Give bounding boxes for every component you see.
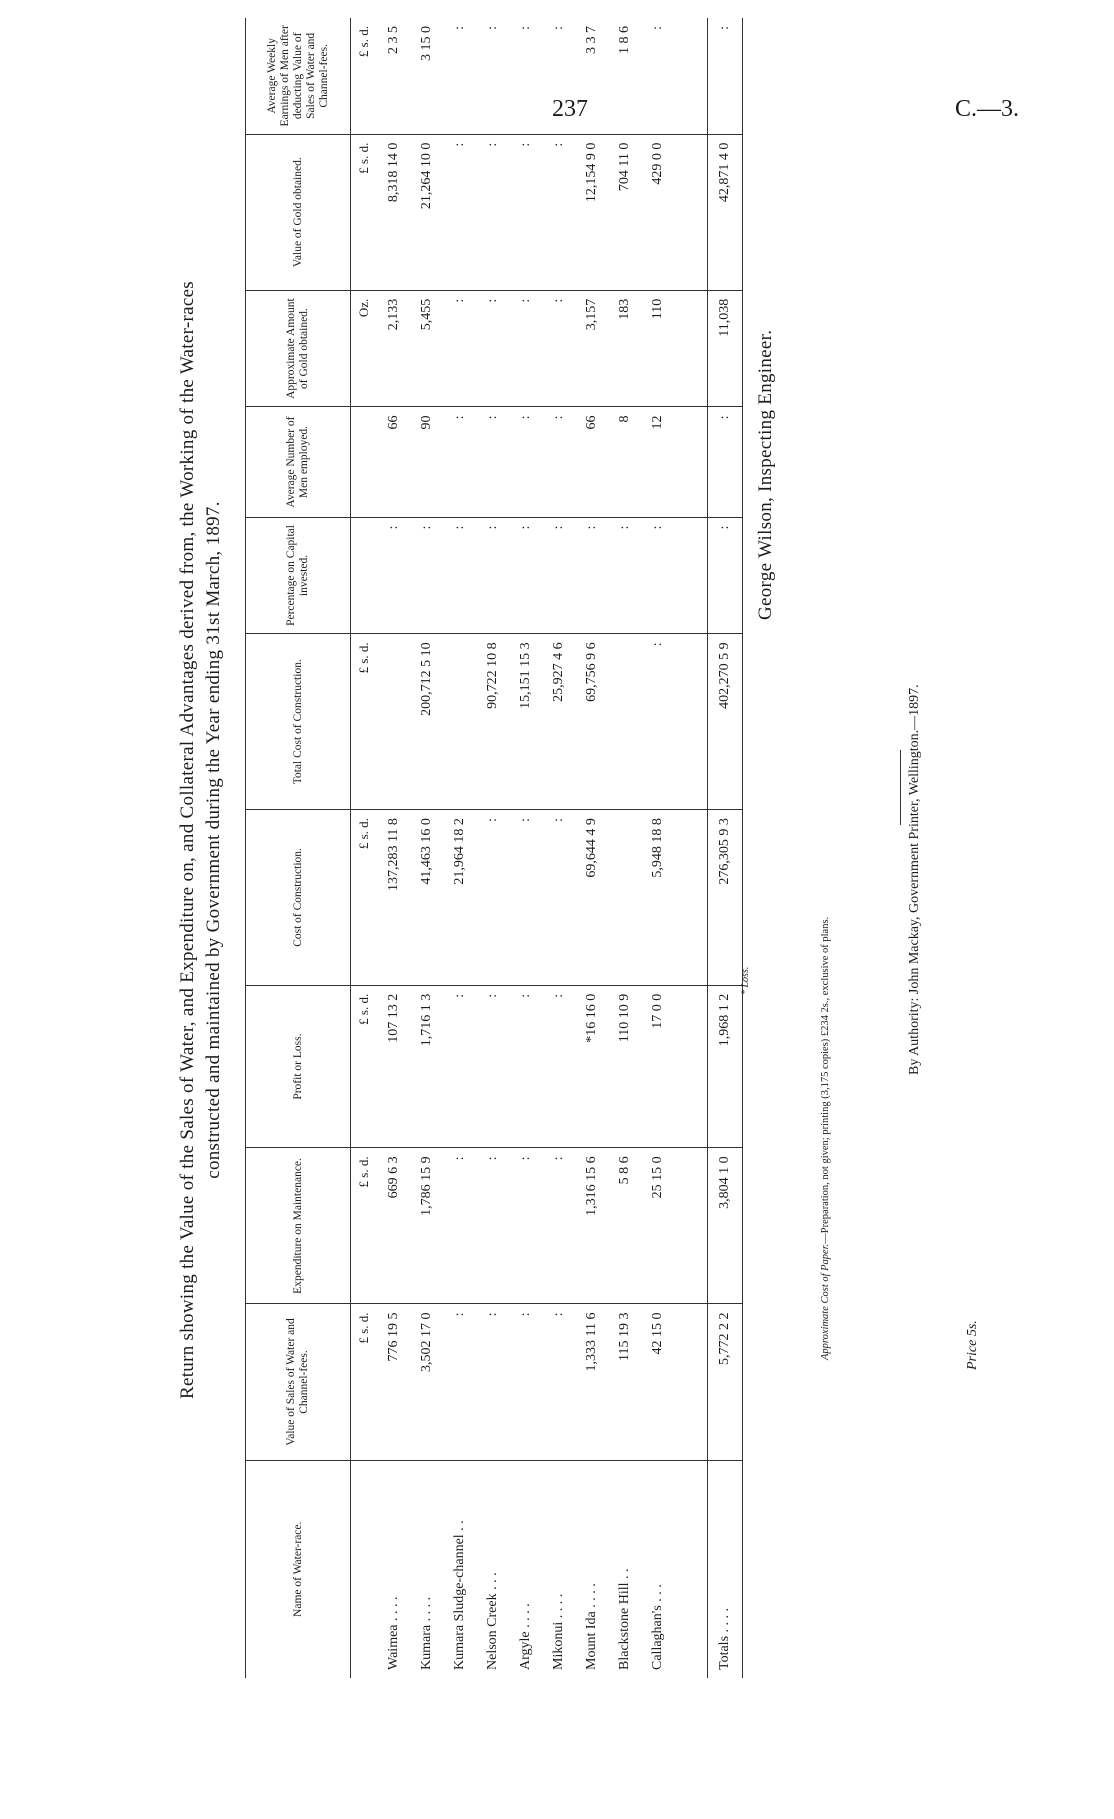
table-cell: 12,154 9 0 xyxy=(575,134,608,290)
table-row xyxy=(575,18,608,1678)
table-cell: 115 19 3 xyxy=(608,1304,641,1460)
spacer-cell xyxy=(674,1460,708,1678)
unit-cell: £ s. d. xyxy=(351,1148,378,1304)
table-cell: 1,786 15 9 xyxy=(410,1148,443,1304)
spacer-cell xyxy=(674,134,708,290)
loss-footnote: * Loss. xyxy=(740,966,751,995)
spacer-cell xyxy=(674,810,708,986)
column-header-gold-amount: Approximate Amount of Gold obtained. xyxy=(246,290,351,407)
totals-cell: Totals . . . . xyxy=(708,1460,743,1678)
table-cell: Callaghan's . . . xyxy=(641,1460,674,1678)
table-cell: : xyxy=(542,1148,575,1304)
table-cell xyxy=(608,810,641,986)
table-cell: 429 0 0 xyxy=(641,134,674,290)
table-cell: : xyxy=(575,517,608,634)
table-cell: Nelson Creek . . . xyxy=(476,1460,509,1678)
column-header-sales: Value of Sales of Water and Channel-fees. xyxy=(246,1304,351,1460)
totals-cell: 42,871 4 0 xyxy=(708,134,743,290)
table-cell: : xyxy=(509,1148,542,1304)
table-cell: 90,722 10 8 xyxy=(476,634,509,810)
unit-cell: £ s. d. xyxy=(351,1304,378,1460)
table-cell: : xyxy=(509,290,542,407)
table-cell: *16 16 0 xyxy=(575,985,608,1148)
table-cell: 1,316 15 6 xyxy=(575,1148,608,1304)
table-cell: 42 15 0 xyxy=(641,1304,674,1460)
table-row xyxy=(443,18,476,1678)
table-cell: : xyxy=(476,407,509,517)
table-cell: : xyxy=(443,134,476,290)
table-cell: 17 0 0 xyxy=(641,985,674,1148)
table-cell: : xyxy=(542,290,575,407)
divider-rule xyxy=(900,750,901,825)
spacer-cell xyxy=(674,1148,708,1304)
totals-cell: 3,804 1 0 xyxy=(708,1148,743,1304)
table-cell: : xyxy=(509,985,542,1148)
table-cell: 2 3 5 xyxy=(385,26,401,54)
totals-cell: 402,270 5 9 xyxy=(708,634,743,810)
table-cell: : xyxy=(509,1304,542,1460)
title-line-2: constructed and maintained by Government during the Year ending 31st March, 1897. xyxy=(203,501,224,1179)
water-races-return-table xyxy=(245,18,743,1678)
table-cell: : xyxy=(542,810,575,986)
cost-note-text: —Preparation, not given; printing (3,175 copies) £234 2s., exclusive of plans. xyxy=(820,916,831,1244)
column-header-profit-loss: Profit or Loss. xyxy=(246,985,351,1148)
table-cell: : xyxy=(641,634,674,810)
totals-row xyxy=(708,18,743,1678)
spacer-row xyxy=(674,18,708,1678)
table-cell: 5,455 xyxy=(410,290,443,407)
units-row xyxy=(351,18,378,1678)
table-cell: Argyle . . . . xyxy=(509,1460,542,1678)
printer-authority xyxy=(900,684,923,1075)
table-cell: 8 xyxy=(608,407,641,517)
table-cell: 8,318 14 0 xyxy=(377,134,410,290)
table-cell: : xyxy=(476,1148,509,1304)
table-cell: 110 10 9 xyxy=(608,985,641,1148)
table-cell: 3 15 0 xyxy=(418,26,434,61)
table-cell: 704 11 0 xyxy=(608,134,641,290)
table-cell: 200,712 5 10 xyxy=(410,634,443,810)
table-row xyxy=(410,18,443,1678)
table-cell: 183 xyxy=(608,290,641,407)
column-header-weekly-earnings: Average Weekly Earnings of Men after deducting Value of Sales of Water and Channel-fees. xyxy=(246,18,351,134)
unit-cell: £ s. d. xyxy=(351,634,378,810)
totals-cell: : xyxy=(708,407,743,517)
table-cell: : xyxy=(509,810,542,986)
engineer-signature: George Wilson, Inspecting Engineer. xyxy=(755,329,776,620)
totals-cell: 11,038 xyxy=(708,290,743,407)
price-label: Price 5s. xyxy=(965,1320,980,1370)
column-header-gold-value: Value of Gold obtained. xyxy=(246,134,351,290)
totals-cell: 276,305 9 3 xyxy=(708,810,743,986)
page-number: 237 xyxy=(552,96,588,122)
table-cell: : xyxy=(542,985,575,1148)
table-cell: : xyxy=(509,407,542,517)
table-cell: 15,151 15 3 xyxy=(509,634,542,810)
table-row xyxy=(608,18,641,1678)
table-cell: Kumara . . . . xyxy=(410,1460,443,1678)
unit-cell xyxy=(351,407,378,517)
table-cell: 66 xyxy=(377,407,410,517)
table-cell: 66 xyxy=(575,407,608,517)
table-cell: 90 xyxy=(410,407,443,517)
totals-cell: : xyxy=(708,517,743,634)
column-header-percentage: Percentage on Capital invested. xyxy=(246,517,351,634)
column-header-total-cost: Total Cost of Construction. xyxy=(246,634,351,810)
spacer-cell xyxy=(674,517,708,634)
table-cell: 1 8 6 xyxy=(616,26,632,54)
table-cell xyxy=(608,634,641,810)
table-row xyxy=(509,18,542,1678)
table-cell: : xyxy=(410,517,443,634)
spacer-cell xyxy=(674,1304,708,1460)
table-cell: : xyxy=(443,1304,476,1460)
table-cell: Mikonui . . . . xyxy=(542,1460,575,1678)
table-cell: : xyxy=(542,1304,575,1460)
table-cell: : xyxy=(608,517,641,634)
table-row xyxy=(476,18,509,1678)
table-cell: : xyxy=(542,517,575,634)
unit-cell: £ s. d. xyxy=(351,134,378,290)
column-header-expenditure: Expenditure on Maintenance. xyxy=(246,1148,351,1304)
table-cell: 107 13 2 xyxy=(377,985,410,1148)
table-cell: Mount Ida . . . . xyxy=(575,1460,608,1678)
table-cell: : xyxy=(443,407,476,517)
table-cell: : xyxy=(476,1304,509,1460)
table-cell: : xyxy=(641,517,674,634)
table-cell: : xyxy=(550,26,566,30)
table-cell: : xyxy=(509,517,542,634)
table-cell: Waimea . . . . xyxy=(377,1460,410,1678)
column-header-men-employed: Average Number of Men employed. xyxy=(246,407,351,517)
table-cell: : xyxy=(443,985,476,1148)
unit-cell: £ s. d. xyxy=(351,810,378,986)
return-title xyxy=(175,0,227,1690)
table-cell: : xyxy=(542,134,575,290)
document-reference: C.—3. xyxy=(955,96,1020,122)
table-cell: 69,644 4 9 xyxy=(575,810,608,986)
cost-note-label: Approximate Cost of Paper. xyxy=(820,1243,831,1360)
table-cell: 12 xyxy=(641,407,674,517)
table-row xyxy=(641,18,674,1678)
table-cell: 1,333 11 6 xyxy=(575,1304,608,1460)
table-cell: : xyxy=(509,134,542,290)
spacer-cell xyxy=(674,634,708,810)
paper-cost-note xyxy=(820,917,831,1360)
table-cell: 21,264 10 0 xyxy=(410,134,443,290)
table-cell: : xyxy=(476,134,509,290)
unit-cell: Oz. xyxy=(351,290,378,407)
table-cell: : xyxy=(443,517,476,634)
column-header-cost-construction: Cost of Construction. xyxy=(246,810,351,986)
table-cell: : xyxy=(476,985,509,1148)
table-cell: 3 3 7 xyxy=(583,26,599,54)
table-cell: : xyxy=(476,517,509,634)
table-cell: 776 19 5 xyxy=(377,1304,410,1460)
table-cell: 3,502 17 0 xyxy=(410,1304,443,1460)
table-cell: 2,133 xyxy=(377,290,410,407)
spacer-cell xyxy=(674,290,708,407)
table-cell: : xyxy=(443,290,476,407)
table-cell: 137,283 11 8 xyxy=(377,810,410,986)
table-cell: : xyxy=(443,1148,476,1304)
table-cell: 25,927 4 6 xyxy=(542,634,575,810)
table-cell xyxy=(377,634,410,810)
unit-cell xyxy=(351,1460,378,1678)
title-line-1: Return showing the Value of the Sales of Water, and Expenditure on, and Collateral Advantages derived from, the Working of the Water-races xyxy=(177,281,198,1400)
column-header-name: Name of Water-race. xyxy=(246,1460,351,1678)
table-cell: 41,463 16 0 xyxy=(410,810,443,986)
table-cell: 1,716 1 3 xyxy=(410,985,443,1148)
table-cell: Blackstone Hill . . xyxy=(608,1460,641,1678)
table-cell: 25 15 0 xyxy=(641,1148,674,1304)
table-cell: : xyxy=(476,810,509,986)
table-header-row xyxy=(246,18,351,1678)
table-cell: : xyxy=(476,290,509,407)
table-cell: 5,948 18 8 xyxy=(641,810,674,986)
table-row xyxy=(377,18,410,1678)
totals-cell: : xyxy=(708,18,743,134)
table-row xyxy=(542,18,575,1678)
table-cell: : xyxy=(649,26,665,30)
table-cell: : xyxy=(377,517,410,634)
spacer-cell xyxy=(674,18,708,134)
authority-text: By Authority: John Mackay, Government Printer, Wellington.—1897. xyxy=(907,684,922,1075)
totals-cell: 1,968 1 2 xyxy=(708,985,743,1148)
table-cell: : xyxy=(517,26,533,30)
totals-cell: 5,772 2 2 xyxy=(708,1304,743,1460)
spacer-cell xyxy=(674,985,708,1148)
table-cell: Kumara Sludge-channel . . xyxy=(443,1460,476,1678)
rotated-landscape-content xyxy=(175,0,1005,1690)
spacer-cell xyxy=(674,407,708,517)
table-cell: 669 6 3 xyxy=(377,1148,410,1304)
table-cell: : xyxy=(451,26,467,30)
unit-cell xyxy=(351,517,378,634)
table-cell: 3,157 xyxy=(575,290,608,407)
unit-cell: £ s. d. xyxy=(356,26,371,58)
table-cell: 21,964 18 2 xyxy=(443,810,476,986)
table-cell: 110 xyxy=(641,290,674,407)
table-cell xyxy=(443,634,476,810)
table-cell: : xyxy=(484,26,500,30)
table-cell: 69,756 9 6 xyxy=(575,634,608,810)
unit-cell: £ s. d. xyxy=(351,985,378,1148)
table-cell: 5 8 6 xyxy=(608,1148,641,1304)
table-cell: : xyxy=(542,407,575,517)
